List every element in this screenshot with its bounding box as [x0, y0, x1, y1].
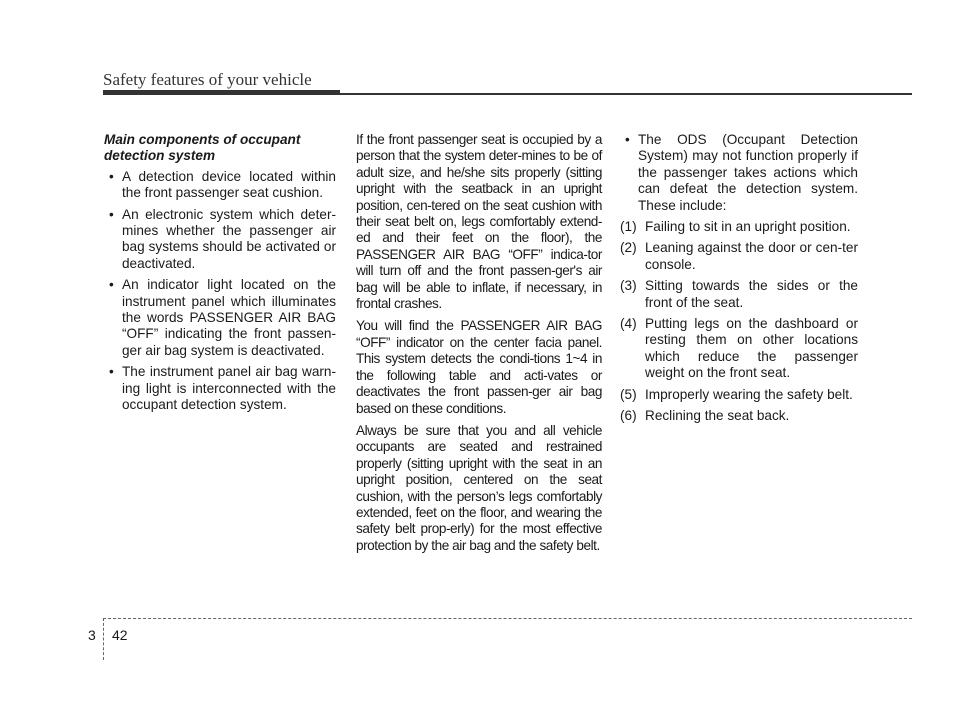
item-text: Reclining the seat back.: [645, 408, 790, 424]
paragraph-indicator-location: You will find the PASSENGER AIR BAG “OFF” indicator on the center facia panel. This system detects the condi-tions 1~4 in the following table and acti-vates or deactivates the front passen-ger air bag based on these conditions.: [356, 318, 602, 416]
header-rule-thick: [103, 90, 340, 95]
page-header-title: Safety features of your vehicle: [103, 70, 312, 89]
section-heading: Main components of occupant detection system: [104, 132, 301, 164]
components-list: [104, 169, 336, 414]
header-rule-thin: [340, 93, 912, 95]
list-item: [620, 278, 858, 311]
item-number: (6): [620, 408, 637, 424]
ods-note: [620, 132, 858, 214]
list-item: [620, 316, 858, 382]
list-item: [620, 219, 858, 235]
item-text: Sitting towards the sides or the front of the seat.: [645, 278, 858, 310]
item-text: Improperly wearing the safety belt.: [645, 386, 853, 402]
footer-rule: [103, 618, 912, 619]
column-1: [104, 132, 336, 419]
item-text: Leaning against the door or cen-ter console.: [645, 240, 858, 272]
item-text: Putting legs on the dashboard or resting them on other locations which reduce the passenger weight on the front seat.: [645, 316, 858, 381]
item-number: (1): [620, 219, 637, 235]
item-text: Failing to sit in an upright position.: [645, 219, 851, 235]
paragraph-seated-properly: Always be sure that you and all vehicle occupants are seated and restrained properly (sitting upright with the seat in an upright position, centered on the seat cushion, with the person’s legs comfortably extended, feet on the floor, and wearing the safety belt prop-erly) for the most effective protection by the air bag and the safety belt.: [356, 422, 602, 553]
item-number: (2): [620, 240, 637, 256]
footer-divider: [103, 618, 104, 660]
item-number: (3): [620, 278, 637, 294]
list-item: • The instrument panel air bag warn-ing light is interconnected with the occupant detection system.: [104, 364, 336, 413]
paragraph-occupied-seat: If the front passenger seat is occupied by a person that the system deter-mines to be of adult size, and he/she sits properly (sitting upright with the seatback in an upright position, cen-tered on the seat cushion with their seat belt on, legs comfortably extend-ed and their feet on the floor), the PASSENGER AIR BAG “OFF” indica-tor will turn off and the front passen-ger's air bag will be able to inflate, if necessary, in frontal crashes.: [356, 132, 602, 312]
defeat-actions-list: [620, 219, 858, 424]
list-item: • An electronic system which deter-mines whether the passenger air bag systems should be activated or deactivated.: [104, 207, 336, 273]
list-item: • An indicator light located on the instrument panel which illuminates the words PASSENGER AIR BAG “OFF” indicating the front passen-ger air bag system is deactivated.: [104, 277, 336, 359]
column-3: [620, 132, 858, 430]
list-item: [620, 387, 858, 403]
page-number: 42: [112, 627, 128, 643]
list-item: • The ODS (Occupant Detection System) may not function properly if the passenger takes actions which can defeat the detection system. These include:: [620, 132, 858, 214]
item-number: (4): [620, 316, 637, 332]
chapter-number: 3: [88, 627, 96, 643]
column-2: [356, 132, 602, 560]
list-item: [620, 240, 858, 273]
list-item: [620, 408, 858, 424]
list-item: • A detection device located within the front passenger seat cushion.: [104, 169, 336, 202]
item-number: (5): [620, 386, 637, 402]
